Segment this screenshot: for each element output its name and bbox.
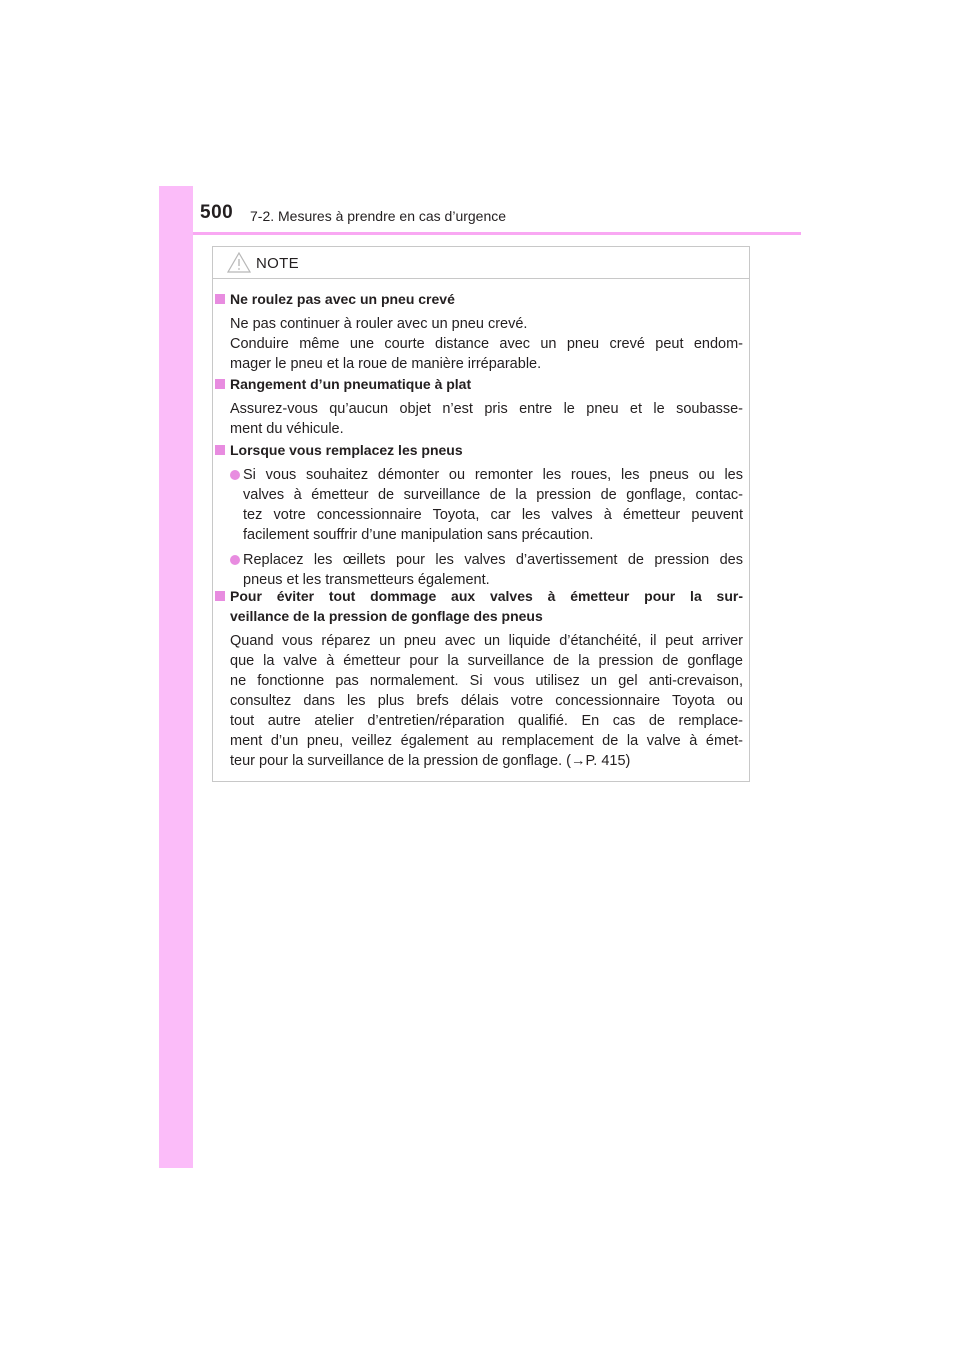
header-rule (193, 232, 801, 235)
note-title: NOTE (256, 255, 299, 272)
square-bullet-icon (215, 294, 225, 304)
note-item-flat-tire (213, 289, 749, 374)
note-bullet: Replacez les œillets pour les valves d’avertissement de pression des pneus et les transmetteurs également. (230, 550, 743, 590)
note-item-heading: Lorsque vous remplacez les pneus (213, 440, 743, 460)
page-number: 500 (200, 202, 234, 223)
square-bullet-icon (215, 445, 225, 455)
note-item-heading: Pour éviter tout dommage aux valves à émetteur pour la sur- veillance de la pression de gonflage des pneus (213, 586, 743, 626)
note-box (212, 246, 750, 782)
chapter-side-band (159, 186, 193, 1168)
note-item-text: Quand vous réparez un pneu avec un liquide d’étanchéité, il peut arriver que la valve à émetteur pour la surveillance de la pression de gonflage ne fonctionne pas normalement. Si vous utilisez un gel anti-crevaison, consultez dans les plus brefs délais votre concessionnaire Toyota ou tout autre atelier d’entretien/réparation qualifié. En cas de remplace- ment d’un pneu, veillez également au remplacement de la valve à émet- teur pour la surveillance de la pression de gonflage. (→P. 415) (230, 633, 743, 769)
square-bullet-icon (215, 591, 225, 601)
note-item-text: Ne pas continuer à rouler avec un pneu crevé. Conduire même une courte distance avec un pneu crevé peut endom- mager le pneu et la roue de manière irréparable. (230, 316, 743, 372)
note-header (213, 247, 749, 279)
note-item-replacing-tires (213, 440, 749, 590)
note-item-heading: Ne roulez pas avec un pneu crevé (213, 289, 743, 309)
warning-triangle-icon (227, 252, 251, 273)
square-bullet-icon (215, 379, 225, 389)
round-bullet-icon (230, 470, 240, 480)
round-bullet-icon (230, 555, 240, 565)
note-item-valve-damage (213, 586, 749, 771)
note-bullet: Si vous souhaitez démonter ou remonter les roues, les pneus ou les valves à émetteur de surveillance de la pression de gonflage, contac- tez votre concessionnaire Toyota, car les valves à émetteur peuvent facilement souffrir d’une manipulation sans précaution. (230, 465, 743, 545)
note-item-storage (213, 374, 749, 439)
section-title: 7-2. Mesures à prendre en cas d’urgence (250, 208, 507, 224)
note-item-heading: Rangement d’un pneumatique à plat (213, 374, 743, 394)
note-item-text: Assurez-vous qu’aucun objet n’est pris entre le pneu et le soubasse- ment du véhicule. (230, 401, 743, 437)
